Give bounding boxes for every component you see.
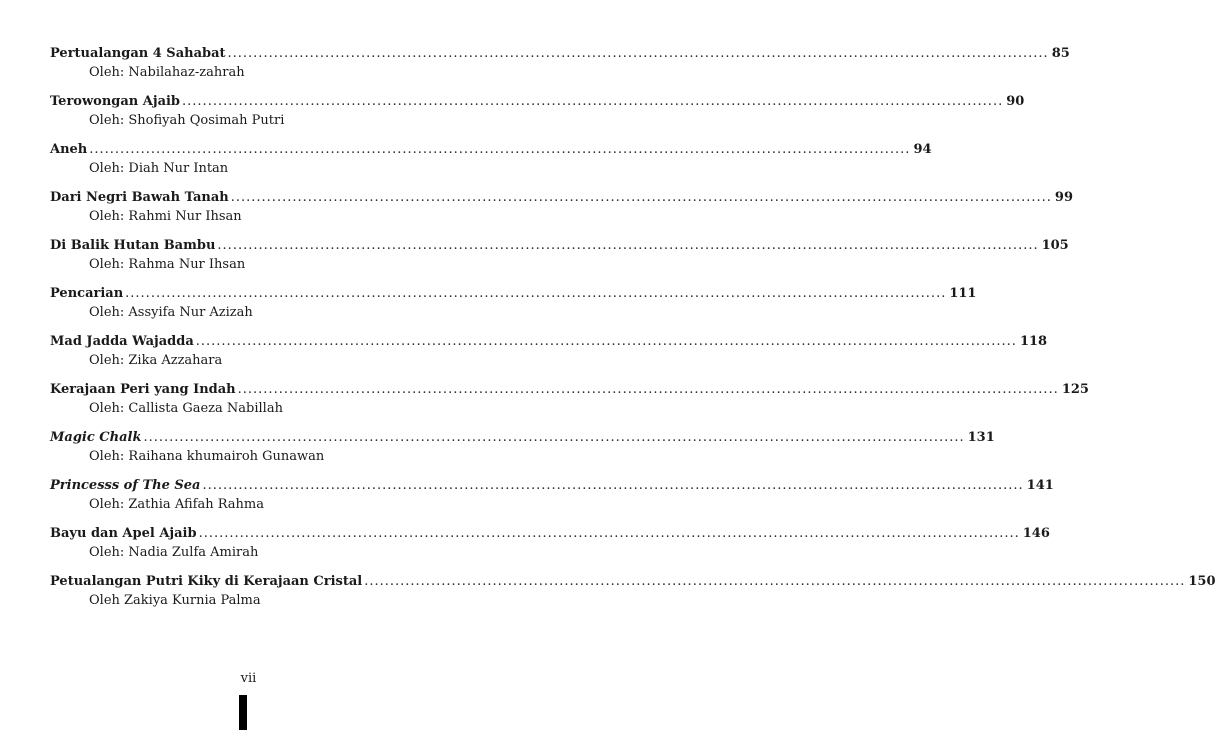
dot-leader: ................................................................................................................................................................ — [89, 142, 911, 157]
toc-author: Oleh: Nabilahaz-zahrah — [89, 65, 245, 80]
toc-entry — [50, 380, 1089, 428]
dot-leader: ................................................................................................................................................................ — [237, 382, 1059, 397]
toc-page-number: 94 — [913, 142, 932, 157]
toc-entry — [50, 44, 1070, 92]
toc-entry — [50, 572, 1216, 620]
toc-author: Oleh: Callista Gaeza Nabillah — [89, 401, 283, 416]
toc-author: Oleh Zakiya Kurnia Palma — [89, 593, 261, 608]
toc-author: Oleh: Nadia Zulfa Amirah — [89, 545, 259, 560]
dot-leader: ................................................................................................................................................................ — [198, 526, 1020, 541]
toc-page-number: 150 — [1188, 574, 1216, 589]
toc-title: Terowongan Ajaib — [50, 94, 181, 109]
toc-entry — [50, 92, 1025, 140]
toc-page-number: 85 — [1051, 46, 1070, 61]
toc-author: Oleh: Zika Azzahara — [89, 353, 223, 368]
toc-title: Bayu dan Apel Ajaib — [50, 526, 197, 541]
toc-line — [50, 380, 1089, 399]
toc-title: Dari Negri Bawah Tanah — [50, 190, 229, 205]
dot-leader: ................................................................................................................................................................ — [125, 286, 947, 301]
toc-page-number: 111 — [949, 286, 977, 301]
toc-page-number: 105 — [1041, 238, 1069, 253]
dot-leader: ................................................................................................................................................................ — [364, 574, 1186, 589]
toc-page-number: 131 — [967, 430, 995, 445]
dot-leader: ................................................................................................................................................................ — [217, 238, 1039, 253]
toc-page-number: 118 — [1019, 334, 1048, 349]
toc-page-number: 146 — [1022, 526, 1050, 541]
toc-title: Magic Chalk — [50, 430, 142, 445]
toc-line — [50, 92, 1025, 111]
toc-author: Oleh: Rahmi Nur Ihsan — [89, 209, 242, 224]
toc-author: Oleh: Shofiyah Qosimah Putri — [89, 113, 285, 128]
toc-author: Oleh: Rahma Nur Ihsan — [89, 257, 246, 272]
dot-leader: ................................................................................................................................................................ — [227, 46, 1049, 61]
toc-line — [50, 428, 995, 447]
toc-entry — [50, 428, 995, 476]
toc-line — [50, 476, 1054, 495]
toc-page-number: 141 — [1026, 478, 1054, 493]
toc-title: Kerajaan Peri yang Indah — [50, 382, 236, 397]
toc-line — [50, 572, 1216, 591]
toc-title: Aneh — [50, 142, 88, 157]
toc-page-number: 90 — [1006, 94, 1025, 109]
toc-entry — [50, 524, 1050, 572]
toc-author: Oleh: Assyifa Nur Azizah — [89, 305, 253, 320]
toc-page-number: 99 — [1054, 190, 1074, 205]
page-number: vii — [240, 671, 257, 686]
toc-line — [50, 44, 1070, 63]
toc-author: Oleh: Zathia Afifah Rahma — [89, 497, 264, 512]
toc-page-number: 125 — [1061, 382, 1089, 397]
toc-title: Di Balik Hutan Bambu — [50, 238, 216, 253]
toc-line — [50, 140, 932, 159]
toc-entry — [50, 236, 1069, 284]
toc-title: Princesss of The Sea — [50, 478, 201, 493]
table-of-contents — [50, 44, 1216, 620]
toc-author: Oleh: Diah Nur Intan — [89, 161, 229, 176]
dot-leader: ................................................................................................................................................................ — [202, 478, 1024, 493]
thumb-tab-marker — [239, 695, 247, 730]
toc-entry — [50, 476, 1054, 524]
toc-title: Petualangan Putri Kiky di Kerajaan Cristal — [50, 574, 363, 589]
dot-leader: ................................................................................................................................................................ — [182, 94, 1004, 109]
toc-line — [50, 236, 1069, 255]
toc-title: Mad Jadda Wajadda — [50, 334, 194, 349]
toc-title: Pencarian — [50, 286, 124, 301]
toc-entry — [50, 284, 977, 332]
dot-leader: ................................................................................................................................................................ — [195, 334, 1017, 349]
toc-line — [50, 188, 1074, 207]
toc-entry — [50, 188, 1074, 236]
toc-title: Pertualangan 4 Sahabat — [50, 46, 226, 61]
toc-entry — [50, 140, 932, 188]
dot-leader: ................................................................................................................................................................ — [143, 430, 965, 445]
toc-author: Oleh: Raihana khumairoh Gunawan — [89, 449, 325, 464]
toc-entry — [50, 332, 1048, 380]
toc-line — [50, 524, 1050, 543]
dot-leader: ................................................................................................................................................................ — [230, 190, 1052, 205]
toc-line — [50, 332, 1048, 351]
toc-line — [50, 284, 977, 303]
